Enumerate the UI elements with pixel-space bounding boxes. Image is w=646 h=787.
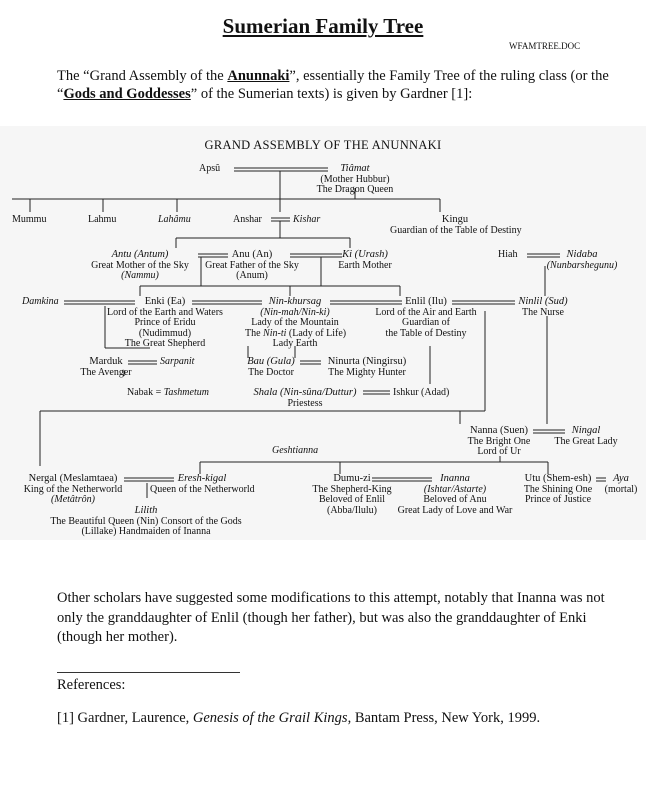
node-marduk: Marduk The Avenger bbox=[80, 356, 132, 378]
node-inanna: Inanna (Ishtar/Astarte) Beloved of Anu Great Lady of Love and War bbox=[397, 473, 513, 516]
document-filename: WFAMTREE.DOC bbox=[509, 41, 581, 51]
node-dumuzi: Dumu-zi The Shepherd-King Beloved of Enlil (Abba/Ilulu) bbox=[312, 473, 392, 516]
node-ki: Ki (Urash) Earth Mother bbox=[338, 249, 392, 271]
node-shala: Shala (Nin-sûna/Duttur) Priestess bbox=[253, 387, 357, 409]
node-antu: Antu (Antum) Great Mother of the Sky (Nammu) bbox=[91, 249, 189, 281]
node-sarpanit: Sarpanit bbox=[160, 356, 195, 367]
node-aya: Aya (mortal) bbox=[604, 473, 638, 495]
node-lahmu: Lahmu bbox=[88, 214, 117, 225]
node-hiah: Hiah bbox=[498, 249, 518, 260]
node-kishar: Kishar bbox=[293, 214, 321, 225]
commentary-paragraph: Other scholars have suggested some modifications to this attempt, notably that Inanna was not only the granddaughter of Enlil (though her father), but was also the granddaughter of Enki (though her mother). bbox=[57, 590, 605, 645]
reference-item-1: [1] Gardner, Laurence, Genesis of the Grail Kings, Bantam Press, New York, 1999. bbox=[57, 710, 541, 726]
node-apsu: Apsû bbox=[199, 163, 221, 174]
node-lilith: Lilith The Beautiful Queen (Nin) Consort of the Gods (Lillake) Handmaiden of Inanna bbox=[50, 505, 242, 537]
node-damkina: Damkina bbox=[22, 296, 59, 307]
node-nabak: Nabak = Tashmetum bbox=[127, 387, 209, 398]
node-enlil: Enlil (Ilu) Lord of the Air and Earth Guardian of the Table of Destiny bbox=[375, 296, 477, 339]
node-nanna: Nanna (Suen) The Bright One Lord of Ur bbox=[467, 425, 531, 457]
reference-book-title: Genesis of the Grail Kings bbox=[192, 710, 348, 726]
node-nidaba: Nidaba (Nunbarshegunu) bbox=[546, 249, 618, 271]
node-kingu: Kingu Guardian of the Table of Destiny bbox=[390, 214, 522, 236]
node-ishkur: Ishkur (Adad) bbox=[393, 387, 450, 398]
node-ningal: Ningal The Great Lady bbox=[554, 425, 618, 447]
node-geshtianna: Geshtianna bbox=[272, 445, 319, 456]
node-ninkhursag: Nin-khursag (Nin-mah/Nin-ki) Lady of the Mountain The Nin-ti (Lady of Life) Lady Earth bbox=[245, 296, 347, 349]
gods-goddesses-term: Gods and Goddesses bbox=[63, 86, 191, 102]
anunnaki-term: Anunnaki bbox=[227, 68, 290, 84]
node-utu: Utu (Shem-esh) The Shining One Prince of Justice bbox=[523, 473, 593, 505]
node-ninurta: Ninurta (Ningirsu) The Mighty Hunter bbox=[327, 356, 407, 378]
node-bau: Bau (Gula) The Doctor bbox=[247, 356, 295, 378]
diagram-title: GRAND ASSEMBLY OF THE ANUNNAKI bbox=[204, 138, 442, 152]
intro-paragraph: The “Grand Assembly of the Anunnaki”, essentially the Family Tree of the ruling class (or the “Gods and Goddesses” of the Sumerian texts) is given by Gardner [1]: bbox=[57, 68, 609, 102]
node-tiamat: Tiâmat (Mother Hubbur) The Dragon Queen bbox=[316, 163, 394, 195]
page-title: Sumerian Family Tree bbox=[222, 14, 424, 38]
node-anu: Anu (An) Great Father of the Sky (Anum) bbox=[205, 249, 299, 281]
node-mummu: Mummu bbox=[12, 214, 47, 225]
node-ninlil: Ninlil (Sud) The Nurse bbox=[518, 296, 568, 318]
node-anshar: Anshar bbox=[233, 214, 262, 225]
node-enki: Enki (Ea) Lord of the Earth and Waters Prince of Eridu (Nudimmud) The Great Shepherd bbox=[107, 296, 223, 349]
node-lahamu: Lahâmu bbox=[158, 214, 191, 225]
family-tree-diagram bbox=[0, 126, 646, 540]
node-nergal: Nergal (Meslamtaea) King of the Netherworld (Metâtrôn) bbox=[23, 473, 123, 505]
references-heading: References: bbox=[57, 677, 126, 693]
node-ereshkigal: Eresh-kigal Queen of the Netherworld bbox=[150, 473, 255, 495]
footnote-divider bbox=[57, 672, 240, 673]
